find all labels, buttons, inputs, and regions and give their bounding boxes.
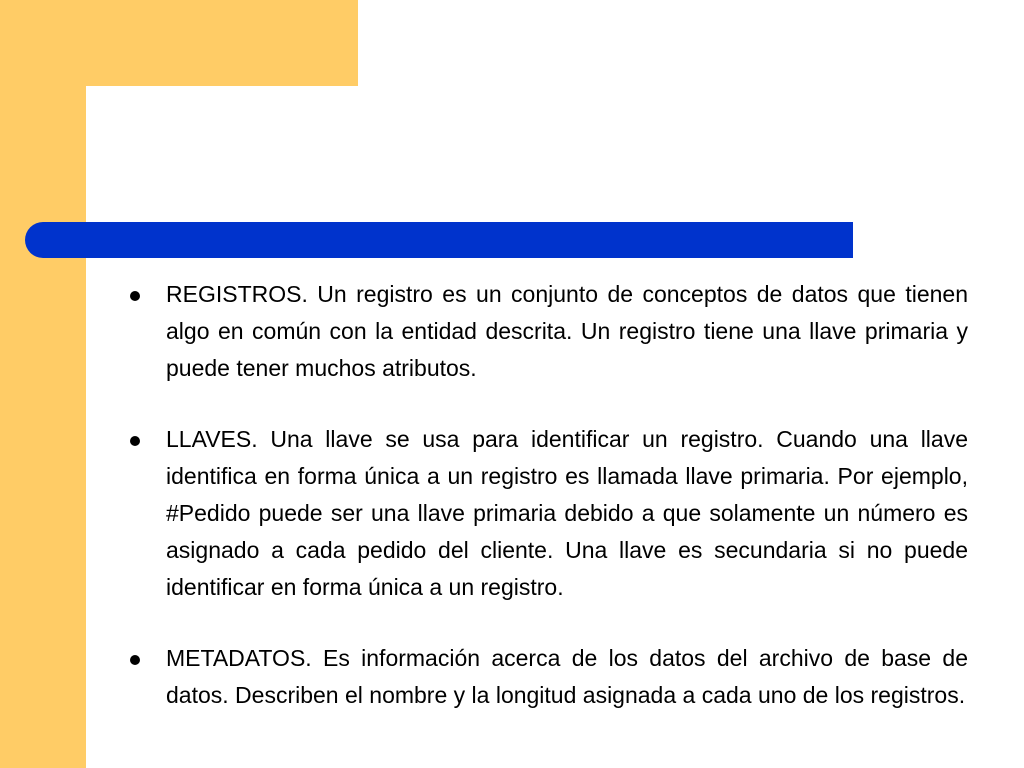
bullet-item-metadatos (126, 640, 968, 714)
bullet-item-registros (126, 276, 968, 387)
bullet-term: REGISTROS. (166, 281, 308, 307)
bullet-item-llaves (126, 421, 968, 606)
bullet-dot (130, 436, 140, 446)
bullet-text: Una llave se usa para identificar un registro. Cuando una llave identifica en forma única a un registro es llamada llave primaria. Por ejemplo, #Pedido puede ser una llave primaria debido a que solamente un número es asignado a cada pedido del cliente. Una llave es secundaria si no puede identificar en forma única a un registro. (166, 426, 968, 600)
bullet-dot (130, 291, 140, 301)
bullet-term: LLAVES. (166, 426, 258, 452)
bullet-dot (130, 655, 140, 665)
bullet-list (126, 276, 968, 748)
decorative-yellow-top-band (0, 0, 358, 86)
bullet-text: Es información acerca de los datos del archivo de base de datos. Describen el nombre y la longitud asignada a cada uno de los registros. (166, 645, 968, 708)
decorative-yellow-left-band (0, 0, 86, 768)
bullet-text: Un registro es un conjunto de conceptos de datos que tienen algo en común con la entidad descrita. Un registro tiene una llave primaria y puede tener muchos atributos. (166, 281, 968, 381)
decorative-blue-title-bar (25, 222, 853, 258)
bullet-term: METADATOS. (166, 645, 312, 671)
